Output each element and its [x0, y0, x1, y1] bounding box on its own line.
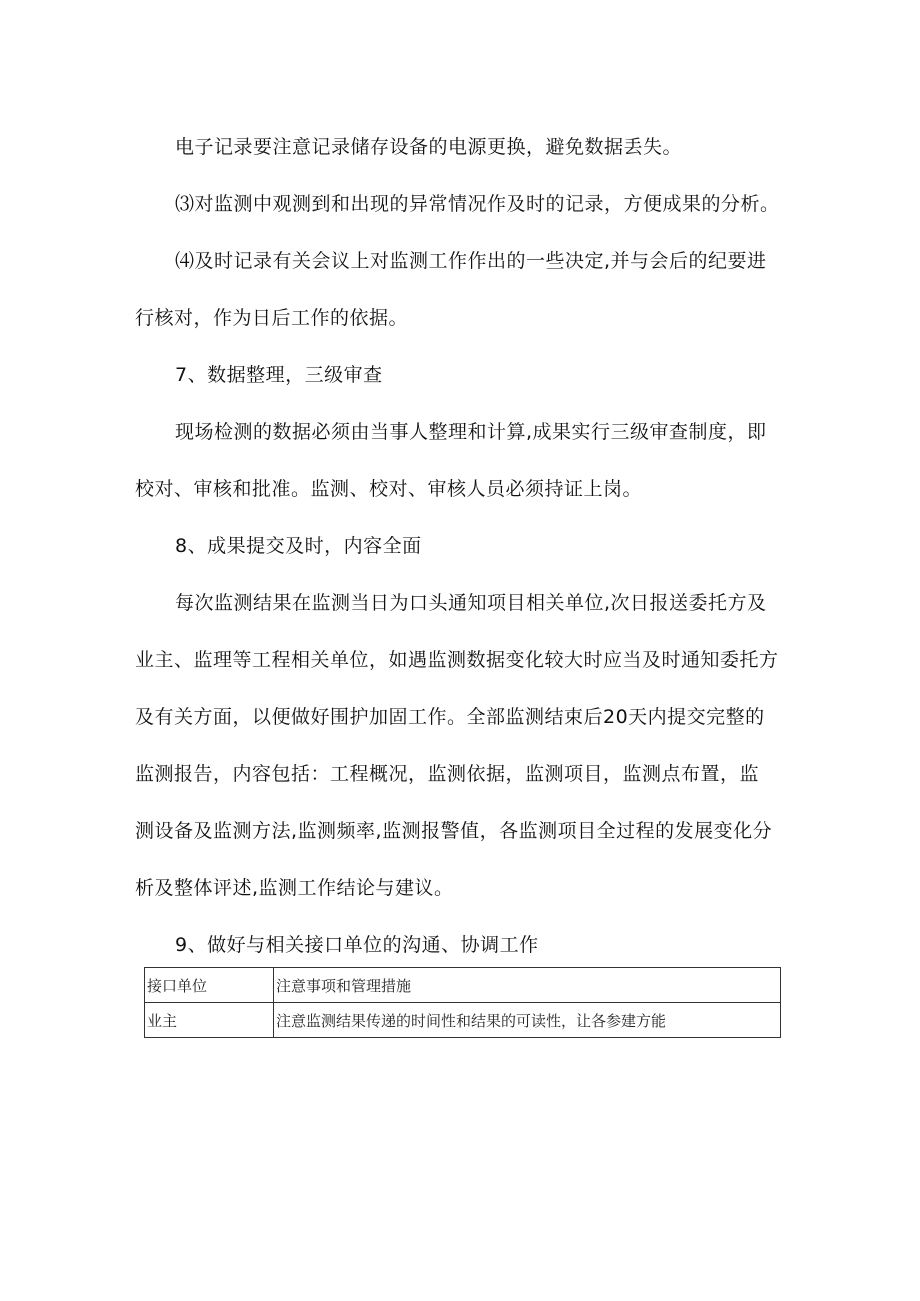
table-header-cell: 注意事项和管理措施 [274, 968, 781, 1003]
heading-line: 7、数据整理，三级审查 [175, 364, 383, 386]
paragraph-item-4 [135, 233, 795, 347]
paragraph-line: 行核对，作为日后工作的依据。 [135, 307, 409, 329]
paragraph-power-note [135, 119, 795, 176]
heading-line: 9、做好与相关接口单位的沟通、协调工作 [175, 934, 539, 956]
table-header-cell: 接口单位 [145, 968, 274, 1003]
table-cell: 业主 [145, 1003, 274, 1038]
table-cell: 注意监测结果传递的时间性和结果的可读性，让各参建方能 [274, 1003, 781, 1038]
paragraph-results [135, 575, 795, 917]
paragraph-item-3 [135, 176, 795, 233]
paragraph-line: 及有关方面，以便做好围护加固工作。全部监测结束后20天内提交完整的 [135, 706, 765, 728]
paragraph-review [135, 404, 795, 518]
paragraph-line: 校对、审核和批准。监测、校对、审核人员必须持证上岗。 [135, 478, 643, 500]
paragraph-line: 监测报告，内容包括：工程概况，监测依据，监测项目，监测点布置，监 [135, 763, 760, 785]
paragraph-line: ⑶对监测中观测到和出现的异常情况作及时的记录，方便成果的分析。 [175, 193, 780, 215]
paragraph-line: 每次监测结果在监测当日为口头通知项目相关单位,次日报送委托方及 [175, 592, 767, 614]
paragraph-line: 电子记录要注意记录储存设备的电源更换，避免数据丢失。 [175, 136, 683, 158]
paragraph-line: 测设备及监测方法,监测频率,监测报警值，各监测项目全过程的发展变化分 [135, 820, 773, 842]
table-row [145, 1003, 781, 1038]
section-heading-9 [135, 917, 795, 974]
heading-line: 8、成果提交及时，内容全面 [175, 535, 422, 557]
paragraph-line: 业主、监理等工程相关单位，如遇监测数据变化较大时应当及时通知委托方 [135, 649, 779, 671]
paragraph-line: ⑷及时记录有关会议上对监测工作作出的一些决定,并与会后的纪要进 [175, 250, 767, 272]
section-heading-7 [135, 347, 795, 404]
section-heading-8 [135, 518, 795, 575]
paragraph-line: 析及整体评述,监测工作结论与建议。 [135, 877, 454, 899]
table-header-row [145, 968, 781, 1003]
paragraph-line: 现场检测的数据必须由当事人整理和计算,成果实行三级审查制度，即 [175, 421, 767, 443]
interface-table [144, 967, 781, 1038]
